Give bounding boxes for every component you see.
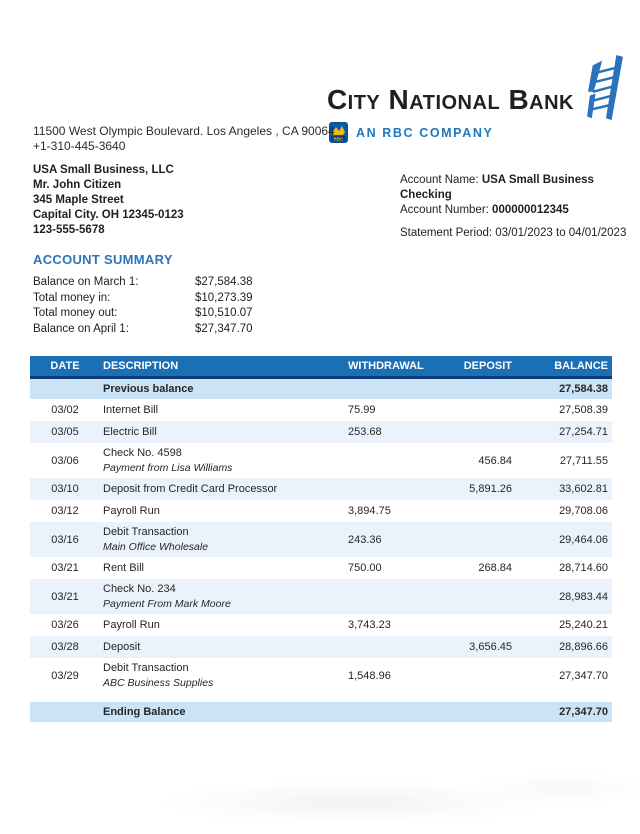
bank-logo: [327, 54, 628, 143]
transaction-row: [30, 579, 612, 614]
column-header: DEPOSIT: [463, 360, 512, 372]
transaction-row: [30, 421, 612, 443]
bank-address-line: 11500 West Olympic Boulevard. Los Angeles , CA 90064: [33, 124, 335, 138]
cell-withdrawal: 3,894.75: [348, 505, 391, 517]
cell-description: [100, 658, 340, 693]
scan-artifact: [0, 764, 640, 834]
column-header: DATE: [50, 360, 80, 372]
description-subtext: Payment from Lisa Williams: [103, 462, 233, 474]
cell-withdrawal: 75.99: [348, 404, 376, 416]
summary-value: $27,584.38: [195, 276, 253, 288]
cell-description: [100, 522, 340, 557]
cell-balance: 27,711.55: [559, 454, 608, 467]
summary-label: Balance on April 1:: [33, 322, 129, 335]
transaction-row: [30, 399, 612, 421]
bank-address: [33, 124, 335, 154]
description-text: Check No. 4598: [103, 447, 182, 459]
cell-balance: 27,508.39: [559, 404, 608, 416]
cell-withdrawal: 1,548.96: [348, 669, 391, 682]
description-text: Previous balance: [103, 383, 194, 395]
cell-deposit: 3,656.45: [469, 641, 512, 653]
description-subtext: Payment From Mark Moore: [103, 598, 231, 610]
customer-city: Capital City. OH 12345-0123: [33, 209, 184, 221]
bank-logo-row: [327, 54, 628, 122]
cell-balance: 28,983.44: [559, 590, 608, 603]
cell-date: 03/21: [51, 590, 79, 603]
customer-street: 345 Maple Street: [33, 194, 124, 206]
description-text: Check No. 234: [103, 583, 176, 595]
description-text: Internet Bill: [103, 404, 159, 416]
cell-description: [100, 702, 340, 722]
cell-withdrawal: 750.00: [348, 562, 382, 574]
cell-date: 03/29: [51, 669, 79, 682]
cell-description: [100, 400, 340, 420]
transaction-row: [30, 379, 612, 399]
cell-balance: 27,254.71: [559, 426, 608, 438]
transactions-body: [30, 379, 612, 722]
statement-period-value: 03/01/2023 to 04/01/2023: [495, 227, 627, 239]
cell-date: 03/16: [51, 533, 79, 546]
cell-balance: 27,347.70: [559, 669, 608, 682]
transaction-row: [30, 522, 612, 557]
customer-address: [33, 163, 184, 238]
transaction-row: [30, 702, 612, 722]
bank-phone: +1-310-445-3640: [33, 139, 126, 153]
rbc-company-row: [329, 122, 628, 143]
transaction-row: [30, 443, 612, 478]
account-summary-title: ACCOUNT SUMMARY: [33, 252, 173, 267]
summary-value: $27,347.70: [195, 322, 253, 335]
summary-row: [33, 306, 253, 322]
cell-deposit: 5,891.26: [469, 483, 512, 495]
column-header: WITHDRAWAL: [348, 360, 424, 372]
column-header: BALANCE: [554, 360, 608, 372]
cell-description: [100, 443, 340, 478]
cell-date: 03/21: [51, 562, 79, 574]
summary-row: [33, 291, 253, 307]
account-name-value: USA Small Business Checking: [400, 174, 594, 201]
summary-label: Total money out:: [33, 307, 118, 319]
transaction-row: [30, 500, 612, 522]
account-summary-rows: [33, 275, 253, 337]
summary-value: $10,273.39: [195, 291, 253, 304]
transactions-header: [30, 356, 612, 379]
cell-description: [100, 615, 340, 635]
customer-name: Mr. John Citizen: [33, 179, 122, 191]
account-name-label: Account Name:: [400, 174, 482, 186]
bank-name: City National Bank: [326, 84, 574, 115]
cell-balance: 29,464.06: [559, 533, 608, 546]
cell-description: [100, 422, 340, 442]
cell-balance: 27,584.38: [559, 383, 608, 395]
cell-description: [100, 501, 340, 521]
description-subtext: Main Office Wholesale: [103, 541, 209, 553]
summary-row: [33, 322, 253, 338]
description-text: Deposit from Credit Card Processor: [103, 483, 278, 495]
transaction-row: [30, 557, 612, 579]
customer-phone: 123-555-5678: [33, 224, 105, 236]
cell-withdrawal: 253.68: [348, 426, 382, 438]
cell-balance: 29,708.06: [559, 505, 608, 517]
cell-date: 03/26: [51, 619, 79, 631]
cell-date: 03/06: [51, 454, 79, 467]
statement-period-line: [400, 226, 640, 241]
description-text: Debit Transaction: [103, 662, 189, 674]
transaction-row: [30, 478, 612, 500]
cell-description: [100, 558, 340, 578]
summary-label: Balance on March 1:: [33, 276, 139, 288]
description-text: Payroll Run: [103, 505, 160, 517]
cell-withdrawal: 3,743.23: [348, 619, 391, 631]
statement-period-label: Statement Period:: [400, 227, 496, 239]
account-number-value: 000000012345: [492, 204, 569, 216]
cell-balance: 28,714.60: [559, 562, 608, 574]
cell-description: [100, 637, 340, 657]
column-header: DESCRIPTION: [103, 360, 179, 372]
cell-deposit: 456.84: [478, 454, 512, 467]
account-number-label: Account Number:: [400, 204, 493, 216]
cell-date: 03/10: [51, 483, 79, 495]
customer-company: USA Small Business, LLC: [33, 164, 174, 176]
transaction-row: [30, 658, 612, 693]
description-text: Payroll Run: [103, 619, 160, 631]
description-text: Ending Balance: [103, 706, 186, 718]
ladder-icon: [582, 54, 628, 122]
description-text: Rent Bill: [103, 562, 144, 574]
cell-balance: 28,896.66: [559, 641, 608, 653]
account-name-line: [400, 173, 640, 203]
cell-description: [100, 379, 340, 399]
summary-value: $10,510.07: [195, 307, 253, 319]
description-text: Debit Transaction: [103, 526, 189, 538]
cell-date: 03/02: [51, 404, 79, 416]
transaction-row: [30, 614, 612, 636]
cell-description: [100, 579, 340, 614]
rbc-tagline: AN RBC COMPANY: [355, 125, 494, 140]
cell-balance: 33,602.81: [559, 483, 608, 495]
cell-balance: 27,347.70: [559, 706, 608, 718]
transactions-table: [30, 356, 612, 722]
cell-withdrawal: 243.36: [348, 533, 382, 546]
cell-date: 03/28: [51, 641, 79, 653]
description-text: Electric Bill: [103, 426, 157, 438]
cell-balance: 25,240.21: [559, 619, 608, 631]
cell-date: 03/12: [51, 505, 79, 517]
summary-row: [33, 275, 253, 291]
transaction-row: [30, 636, 612, 658]
cell-date: 03/05: [51, 426, 79, 438]
summary-label: Total money in:: [33, 291, 111, 304]
account-info: [400, 173, 640, 241]
cell-deposit: 268.84: [478, 562, 512, 574]
cell-description: [100, 479, 340, 499]
description-text: Deposit: [103, 641, 141, 653]
description-subtext: ABC Business Supplies: [103, 677, 214, 689]
svg-text:RBC: RBC: [333, 136, 344, 142]
account-number-line: [400, 203, 640, 218]
